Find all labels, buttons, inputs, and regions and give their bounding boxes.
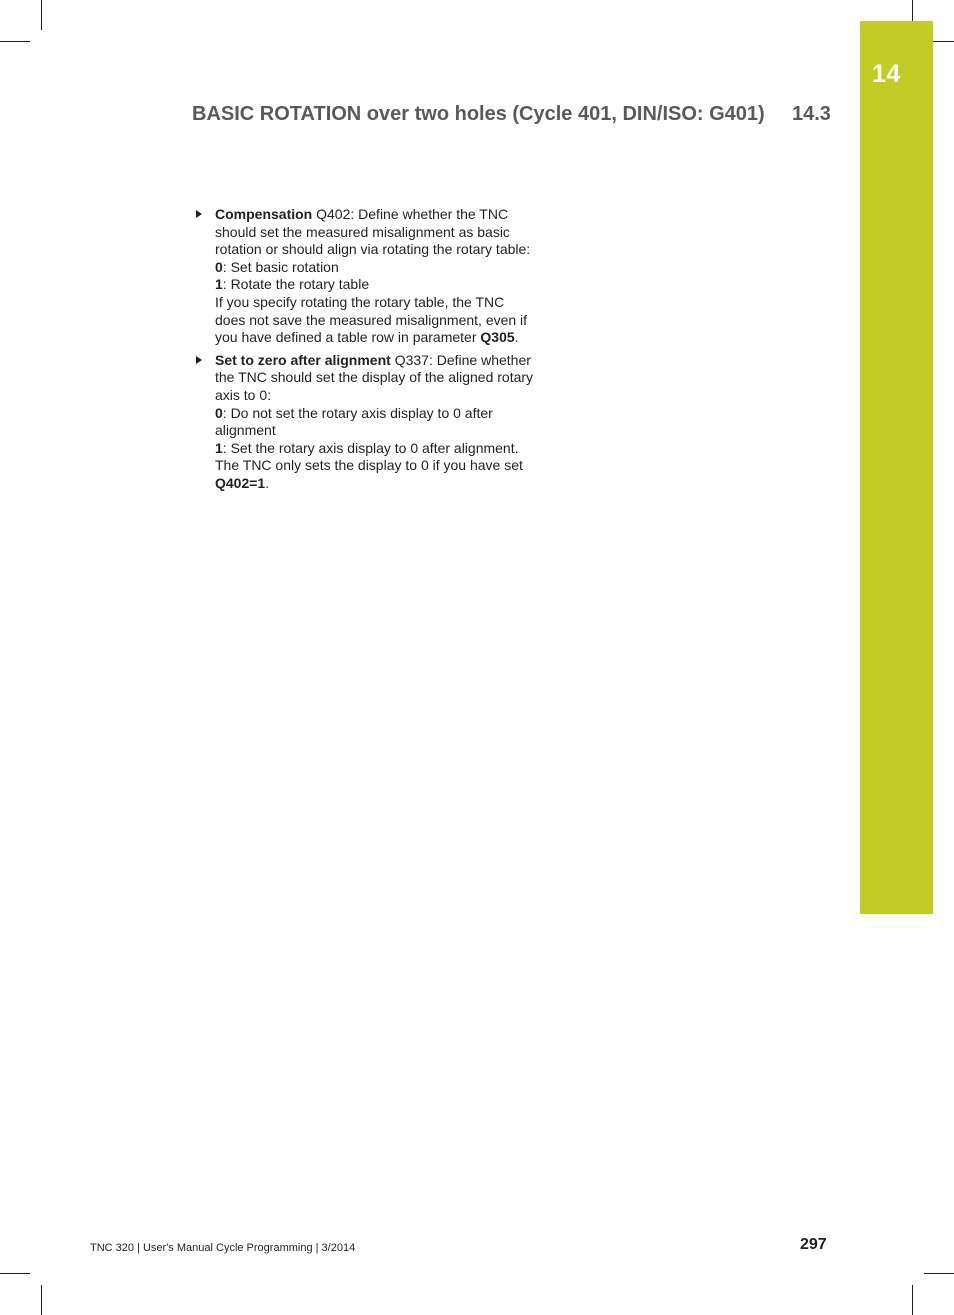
- text: Q337: Define whether: [390, 351, 531, 368]
- chapter-tab: [860, 21, 933, 914]
- crop-mark: [924, 1273, 954, 1274]
- crop-mark: [912, 1285, 913, 1315]
- bold-text: Set to zero after alignment: [215, 351, 391, 368]
- text: does not save the measured misalignment, even if: [215, 311, 528, 328]
- parameter-line: [215, 329, 562, 347]
- bold-text: 0: [215, 404, 223, 421]
- parameter-line: [215, 206, 562, 224]
- parameter-list: [192, 206, 562, 498]
- crop-mark: [41, 0, 42, 30]
- text: If you specify rotating the rotary table, the TNC: [215, 293, 505, 310]
- parameter-line: [215, 241, 562, 259]
- text: : Do not set the rotary axis display to 0 after: [222, 404, 493, 421]
- crop-mark: [0, 41, 30, 42]
- parameter-line: [215, 422, 562, 440]
- bold-text: Q305: [480, 329, 515, 346]
- parameter-line: [215, 294, 562, 312]
- parameter-line: [215, 369, 562, 387]
- parameter-line: [215, 475, 562, 493]
- parameter-item: [192, 352, 562, 493]
- text: : Rotate the rotary table: [222, 276, 370, 293]
- text: axis to 0:: [215, 386, 272, 403]
- bold-text: 1: [215, 439, 223, 456]
- parameter-line: [215, 312, 562, 330]
- text: : Set the rotary axis display to 0 after alignment.: [222, 439, 519, 456]
- chapter-number: 14: [872, 60, 901, 88]
- text: : Set basic rotation: [222, 258, 339, 275]
- text: Q402: Define whether the TNC: [312, 206, 509, 222]
- page-number: 297: [800, 1236, 827, 1253]
- text: rotation or should align via rotating the rotary table:: [215, 241, 531, 258]
- parameter-line: [215, 259, 562, 277]
- text: The TNC only sets the display to 0 if you have set: [215, 457, 523, 474]
- section-number: 14.3: [792, 103, 831, 125]
- text: you have defined a table row in parameter: [215, 329, 481, 346]
- triangle-bullet-icon: [196, 356, 202, 364]
- crop-mark: [41, 1285, 42, 1315]
- text: .: [265, 474, 270, 491]
- parameter-line: [215, 387, 562, 405]
- bold-text: Q402=1: [215, 474, 266, 491]
- parameter-line: [215, 276, 562, 294]
- text: the TNC should set the display of the aligned rotary: [215, 369, 534, 386]
- bold-text: 1: [215, 276, 223, 293]
- parameter-line: [215, 405, 562, 423]
- triangle-bullet-icon: [196, 210, 202, 218]
- crop-mark: [0, 1273, 30, 1274]
- bold-text: Compensation: [215, 206, 313, 222]
- parameter-item: [192, 206, 562, 347]
- bold-text: 0: [215, 258, 223, 275]
- text: alignment: [215, 422, 276, 439]
- parameter-line: [215, 224, 562, 242]
- parameter-line: [215, 352, 562, 370]
- text: should set the measured misalignment as basic: [215, 223, 510, 240]
- text: .: [514, 329, 519, 346]
- page-title: BASIC ROTATION over two holes (Cycle 401, DIN/ISO: G401): [192, 103, 765, 125]
- parameter-line: [215, 440, 562, 458]
- footer-text: TNC 320 | User's Manual Cycle Programming | 3/2014: [90, 1242, 356, 1254]
- parameter-line: [215, 457, 562, 475]
